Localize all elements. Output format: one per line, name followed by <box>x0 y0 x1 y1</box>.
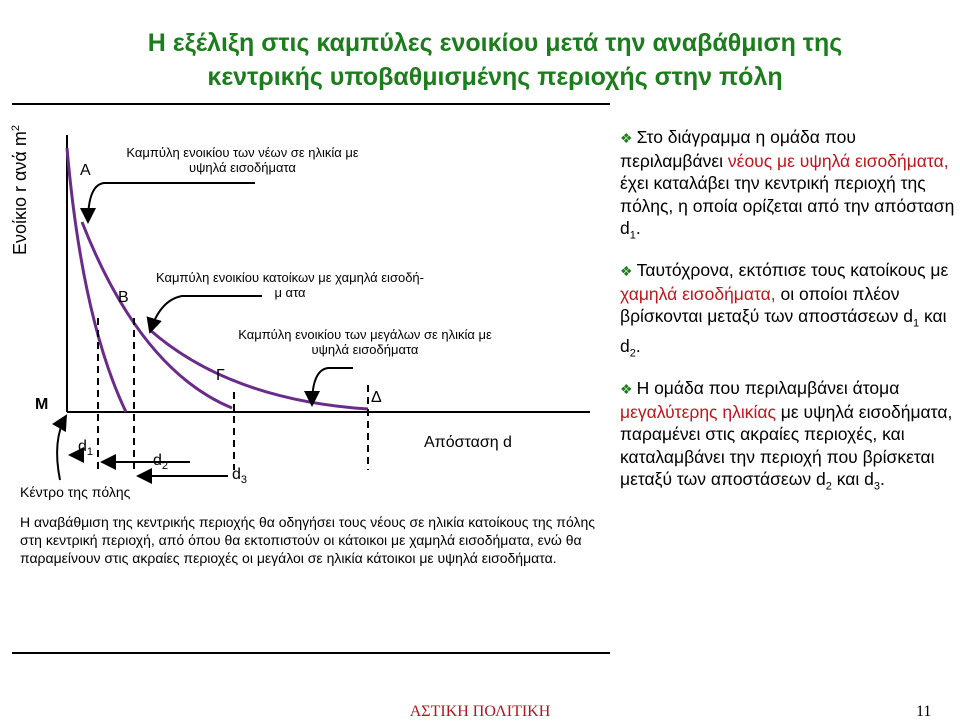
d2-label: $d_2$ <box>153 452 169 473</box>
low-income-curve-label: Καμπύλη ενοικίου κατοίκων με χαμηλά εισοδή-μ ατα <box>156 270 424 300</box>
y-axis-label: Ενοίκιο r ανά $m^2$ <box>10 125 30 255</box>
city-center-label: Κέντρο της πόλης <box>20 484 131 500</box>
diamond-bullet-icon: ❖ <box>620 130 633 146</box>
diamond-bullet-icon: ❖ <box>620 381 633 397</box>
diamond-bullet-icon: ❖ <box>620 263 633 279</box>
bullet-item: ❖ Στο διάγραμμα η ομάδα που περιλαμβάνει νέους με υψηλά εισοδήματα, έχει καταλάβει την κεντρική περιοχή της πόλης, η οποία ορίζεται από την απόσταση $d_1$. <box>620 127 955 242</box>
point-g-label: Γ <box>216 367 225 384</box>
diagram-caption: Η αναβάθμιση της κεντρικής περιοχής θα οδηγήσει τους νέους σε ηλικία κατοίκους της πόλης στη κεντρική περιοχή, από όπου θα εκτοπιστούν οι κάτοικοι με χαμηλά εισοδήματα, ενώ θα παραμείνουν στις ακραίες περιοχές οι μεγάλοι σε ηλικία κάτοικοι με υψηλά εισοδήματα. <box>20 514 596 566</box>
bullet-item: ❖ Ταυτόχρονα, εκτόπισε τους κατοίκους με χαμηλά εισοδήματα, οι οποίοι πλέον βρίσκονται μεταξύ των αποστάσεων $d_1$ και $d_2$. <box>620 260 949 360</box>
m-label: Μ <box>35 396 49 413</box>
older-curve-pointer <box>312 368 353 405</box>
title-line-2: κεντρικής υποβαθμισμένης περιοχής στην πόλη <box>207 63 783 91</box>
bullet-item: ❖ Η ομάδα που περιλαμβάνει άτομα μεγαλύτερης ηλικίας με υψηλά εισοδήματα, παραμένει στις ακραίες περιοχές, και καταλαμβάνει την περιοχή που βρίσκεται μεταξύ των αποστάσεων $d_2$ και $d_3$. <box>620 378 953 493</box>
point-d-label: Δ <box>371 389 382 406</box>
d1-label: $d_1$ <box>78 438 94 459</box>
point-a-label: Α <box>80 162 91 179</box>
older-high-income-curve-label: Καμπύλη ενοικίου των μεγάλων σε ηλικία με υψηλά εισοδήματα <box>238 327 492 357</box>
title-line-1: Η εξέλιξη στις καμπύλες ενοικίου μετά την αναβάθμιση της <box>147 29 843 57</box>
d3-label: $d_3$ <box>232 466 248 487</box>
center-arrow <box>57 416 66 480</box>
young-high-income-curve-label: Καμπύλη ενοικίου των νέων σε ηλικία με υψηλά εισοδήματα <box>126 145 359 175</box>
young-curve-pointer <box>88 183 255 222</box>
footer-course-title: ΑΣΤΙΚΗ ΠΟΛΙΤΙΚΗ <box>409 703 551 720</box>
page-number: 11 <box>916 703 932 720</box>
bullet-list <box>620 126 960 510</box>
x-axis-label: Απόσταση d <box>424 434 512 451</box>
point-b-label: Β <box>118 289 129 306</box>
